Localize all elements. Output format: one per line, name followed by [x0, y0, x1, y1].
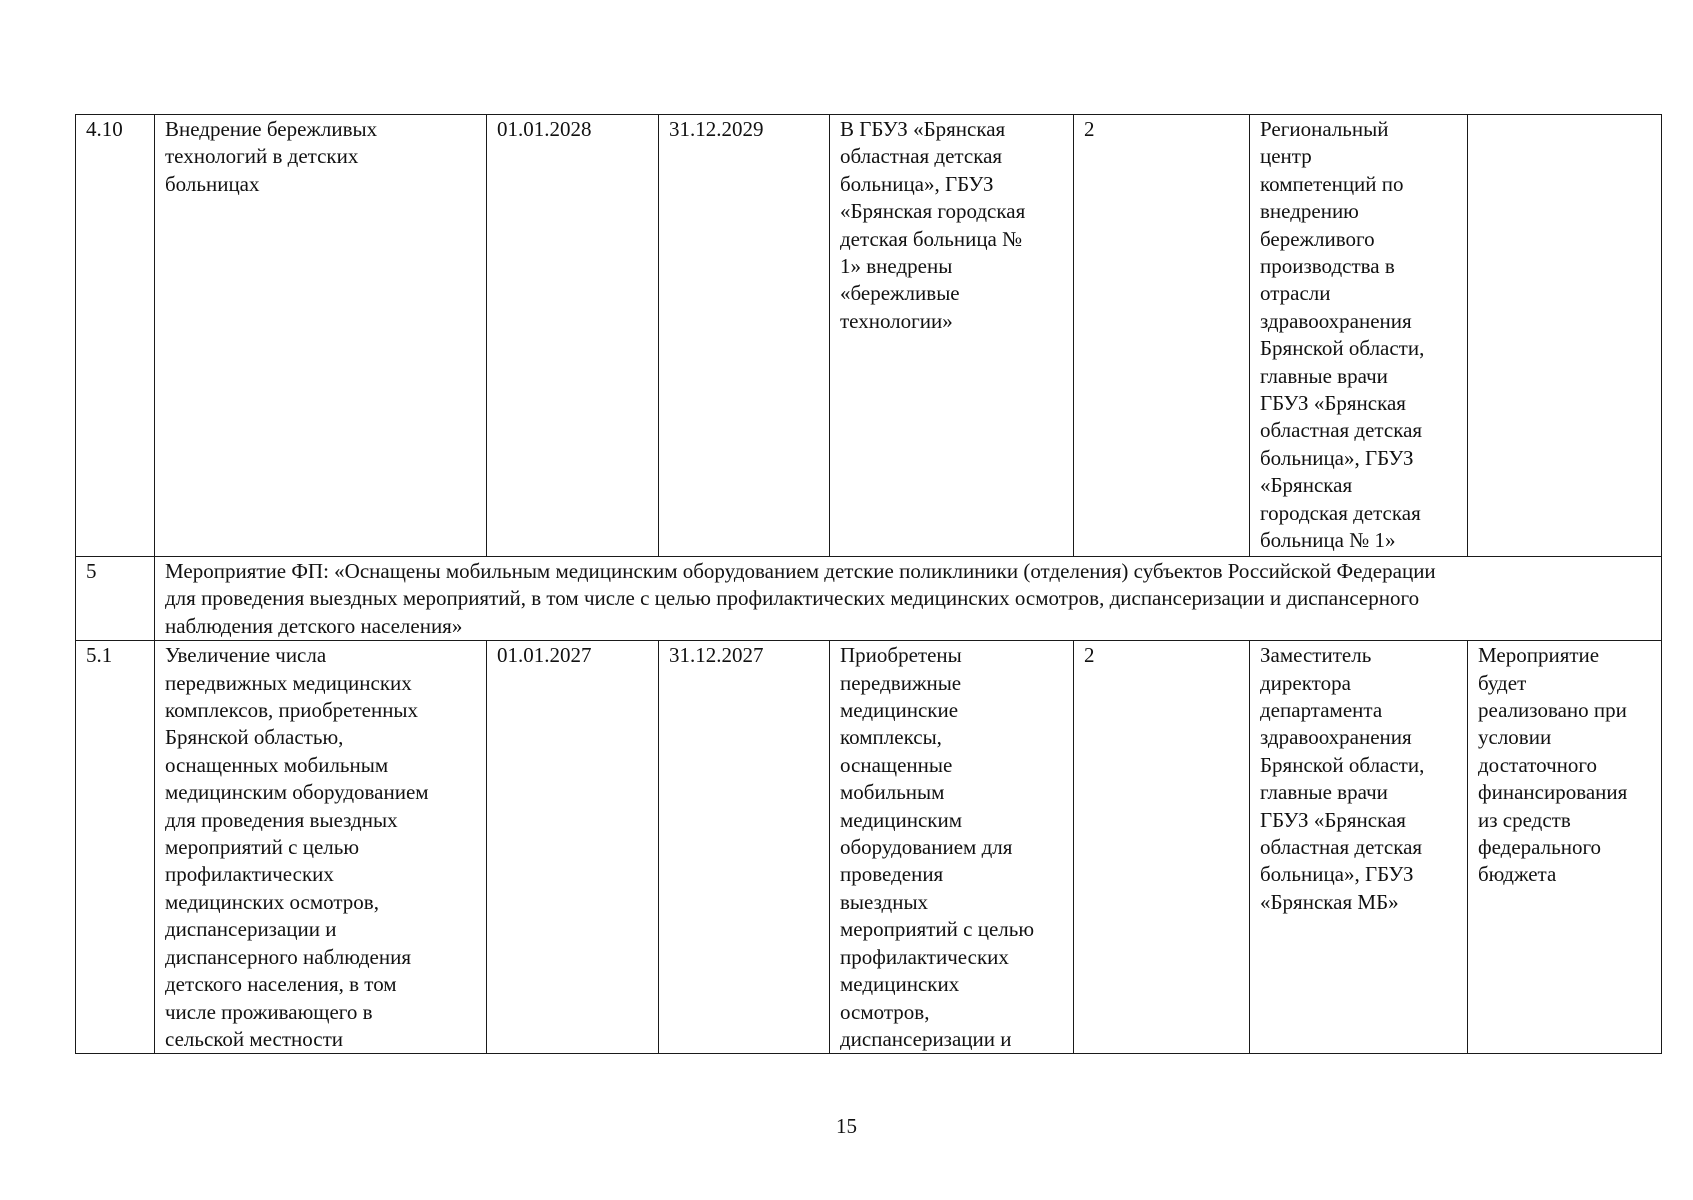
control-level: 2 — [1084, 117, 1095, 141]
responsible-person: Региональный центр компетенций по внедрению бережливого производства в отрасли здравоохранения Брянской области, главные врачи ГБУЗ «Брянская областная детская больница», ГБУЗ «Брянская городская детская больница № 1» — [1260, 117, 1425, 553]
start-date: 01.01.2028 — [497, 117, 592, 141]
start-date: 01.01.2027 — [497, 643, 592, 668]
cell-responsible — [1250, 115, 1468, 557]
activities-table — [75, 114, 1662, 1054]
cell-number — [76, 115, 155, 557]
row-number: 5.1 — [86, 643, 113, 668]
end-date: 31.12.2027 — [669, 643, 764, 668]
event-title: Мероприятие ФП: «Оснащены мобильным медицинским оборудованием детские поликлиники (отделения) субъектов Российской Федерации для проведения выездных мероприятий, в том числе с целью профилактических медицинских осмотров, диспансеризации и диспансерного наблюдения детского населения» — [165, 559, 1436, 638]
cell-number — [76, 641, 155, 1054]
row-number: 4.10 — [86, 117, 123, 141]
activity-name: Увеличение числа передвижных медицинских комплексов, приобретенных Брянской областью, оснащенных мобильным медицинским оборудованием для проведения выездных мероприятий с целью профилактических медицинских осмотров, диспансеризации и диспансерного наблюдения детского населения, в том числе проживающего в сельской местности — [165, 643, 429, 1051]
cell-level — [1074, 641, 1250, 1054]
cell-end-date — [659, 641, 830, 1054]
cell-start-date — [487, 641, 659, 1054]
cell-start-date — [487, 115, 659, 557]
cell-note — [1468, 115, 1662, 557]
cell-note — [1468, 641, 1662, 1054]
activity-name: Внедрение бережливых технологий в детских больницах — [165, 117, 378, 196]
cell-end-date — [659, 115, 830, 557]
cell-level — [1074, 115, 1250, 557]
end-date: 31.12.2029 — [669, 117, 764, 141]
cell-result — [830, 115, 1074, 557]
table-row — [76, 115, 1662, 557]
cell-result — [830, 641, 1074, 1054]
cell-event-title — [155, 557, 1662, 641]
row-number: 5 — [86, 559, 97, 583]
responsible-person: Заместитель директора департамента здравоохранения Брянской области, главные врачи ГБУЗ «Брянская областная детская больница», ГБУЗ «Брянская МБ» — [1260, 643, 1425, 914]
table-row — [76, 641, 1662, 1054]
cell-number — [76, 557, 155, 641]
expected-result: Приобретены передвижные медицинские комплексы, оснащенные мобильным медицинским оборудованием для проведения выездных мероприятий с целью профилактических медицинских осмотров, диспансеризации и — [840, 643, 1035, 1051]
cell-responsible — [1250, 641, 1468, 1054]
control-level: 2 — [1084, 643, 1095, 668]
note: Мероприятие будет реализовано при условии достаточного финансирования из средств федерального бюджета — [1478, 643, 1628, 887]
page-number: 15 — [836, 1114, 857, 1138]
expected-result: В ГБУЗ «Брянская областная детская больница», ГБУЗ «Брянская городская детская больница № 1» внедрены «бережливые технологии» — [840, 117, 1026, 333]
cell-activity-name — [155, 641, 487, 1054]
table-section-row — [76, 557, 1662, 641]
cell-activity-name — [155, 115, 487, 557]
